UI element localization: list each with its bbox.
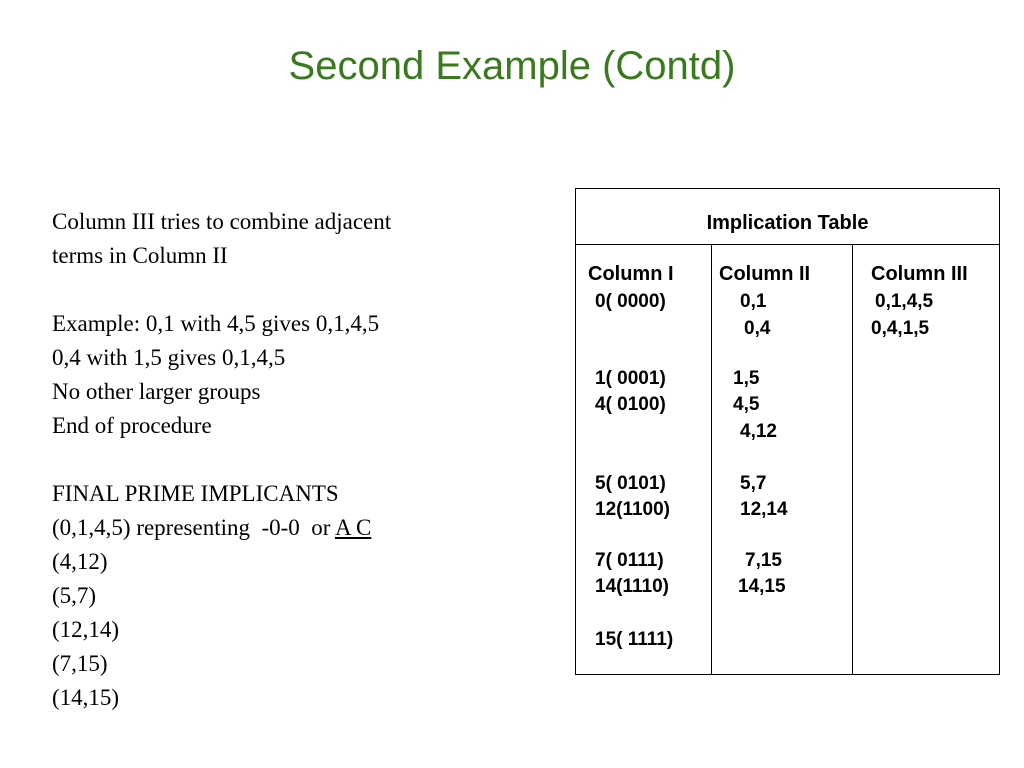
table-cell: 7,15 — [745, 550, 782, 571]
text-line: End of procedure — [52, 413, 212, 438]
blank-line — [52, 443, 522, 477]
table-cell: 4,5 — [733, 394, 760, 415]
table-cell: 14,15 — [738, 576, 786, 597]
final-implicant: (4,12) — [52, 549, 108, 574]
text-line: Example: 0,1 with 4,5 gives 0,1,4,5 — [52, 311, 380, 336]
column-header: Column III — [871, 263, 968, 285]
table-cell: 0,4,1,5 — [871, 318, 930, 339]
final-implicant-prefix: (0,1,4,5) representing -0-0 or — [52, 515, 335, 540]
column-header: Column I — [588, 263, 674, 285]
final-implicant-line — [52, 511, 522, 545]
table-cell: 1( 0001) — [595, 368, 666, 389]
text-line: terms in Column II — [52, 243, 228, 268]
table-cell: 0( 0000) — [595, 291, 666, 312]
table-cell: 1,5 — [733, 368, 760, 389]
table-cell: 0,1 — [740, 291, 767, 312]
table-cell: 14(1110) — [595, 576, 669, 597]
table-divider — [575, 244, 1000, 245]
table-cell: 12,14 — [740, 499, 788, 520]
table-cell: 0,4 — [744, 318, 771, 339]
text-line: Column III tries to combine adjacent — [52, 209, 392, 234]
table-title: Implication Table — [706, 212, 869, 234]
slide-title: Second Example (Contd) — [288, 44, 736, 88]
table-cell: 5,7 — [740, 473, 767, 494]
final-heading: FINAL PRIME IMPLICANTS — [52, 481, 339, 506]
table-cell: 4( 0100) — [595, 394, 666, 415]
table-cell: 5( 0101) — [595, 473, 666, 494]
table-cell: 4,12 — [740, 421, 777, 442]
table-column-divider — [852, 244, 853, 675]
final-implicant: (5,7) — [52, 583, 97, 608]
blank-line — [52, 273, 522, 307]
table-cell: 12(1100) — [595, 499, 671, 520]
table-cell: 7( 0111) — [595, 550, 664, 571]
column-header: Column II — [719, 263, 811, 285]
left-text-block — [52, 205, 522, 715]
final-implicant-underlined: A C — [334, 515, 372, 540]
final-implicant: (14,15) — [52, 685, 120, 710]
final-implicant: (12,14) — [52, 617, 120, 642]
table-cell: 0,1,4,5 — [875, 291, 934, 312]
text-line: 0,4 with 1,5 gives 0,1,4,5 — [52, 345, 286, 370]
text-line: No other larger groups — [52, 379, 261, 404]
table-cell: 15( 1111) — [595, 629, 674, 650]
table-column-divider — [711, 244, 712, 675]
final-implicant: (7,15) — [52, 651, 108, 676]
